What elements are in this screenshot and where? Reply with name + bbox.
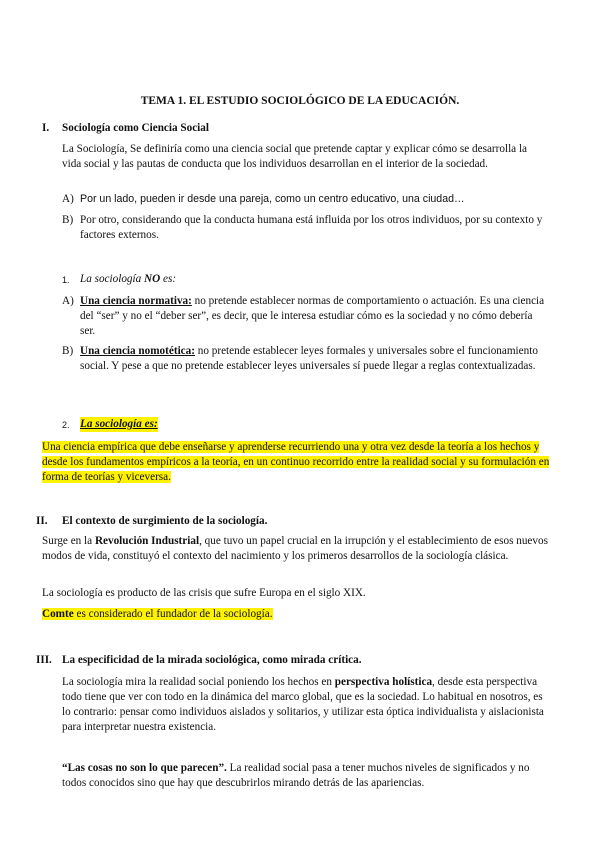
paragraph-text: Surge en la — [42, 535, 95, 547]
list-marker: B) — [62, 214, 74, 226]
section-2-paragraph-1 — [42, 534, 548, 564]
paragraph-text-end: es considerado el fundador de la sociología. — [73, 608, 273, 620]
section-1-intro: La Sociología, Se definiría como una ciencia social que pretende captar y explicar cómo se desarrolla la vida social y las pautas de conducta que los individuos desarrollan en el interior de la sociedad. — [62, 143, 528, 170]
section-3-paragraph-2 — [62, 761, 552, 791]
term-nomotetica: Una ciencia nomotética: — [80, 345, 195, 357]
list-marker: B) — [62, 345, 74, 357]
paragraph-bold: Comte — [42, 608, 74, 620]
term-normativa-text: no pretende establecer normas de comportamiento o actuación. Es una ciencia del “ser” y no el “deber ser”, es decir, que le interesa estudiar cómo es la sociedad y no cómo debería ser. — [80, 295, 545, 337]
list-item-a — [62, 192, 548, 207]
subsection-marker: 2. — [62, 420, 70, 430]
not-item-b — [62, 344, 548, 374]
term-nomotetica-text: no pretende establecer leyes formales y universales sobre el funcionamiento social. Y pese a que no pretende establecer leyes universales sí puede llegar a reglas contextualizadas. — [80, 345, 538, 372]
section-3-number: III. — [36, 654, 52, 666]
list-marker: A) — [62, 193, 74, 205]
definition-highlight: Una ciencia empírica que debe enseñarse y aprenderse recurriendo una y otra vez desde la teoría a los hechos y desde los fundamentos empíricos a la teoría, en un continuo recorrido entre la realidad social y su formulación en forma de teorías y viceversa. — [42, 441, 550, 483]
paragraph-bold: perspectiva holística — [334, 676, 433, 688]
list-text: Por otro, considerando que la conducta humana está influida por los otros individuos, por su contexto y factores externos. — [80, 214, 543, 241]
section-1-number: I. — [42, 122, 50, 134]
not-item-a — [62, 294, 548, 339]
subsection-bold: NO — [144, 273, 161, 285]
paragraph-bold: Revolución Industrial — [94, 535, 200, 547]
paragraph-bold: “Las cosas no son lo que parecen”. — [62, 762, 227, 774]
paragraph-text-end: , desde esta perspectiva todo tiene que ver con todo en la dinámica del marco global, que es la sociedad. Lo habitual en nosotros, es lo contrario: pensar como individuos aislados y solitarios, y utilizar esta óptica individualista y aislacionista para interpretar nuestra existencia. — [62, 676, 544, 733]
page-title: TEMA 1. EL ESTUDIO SOCIOLÓGICO DE LA EDUCACIÓN. — [140, 95, 460, 107]
subsection-marker: 1. — [62, 275, 70, 285]
section-3-paragraph-1 — [62, 675, 548, 735]
list-item-b — [62, 213, 548, 243]
section-2-number: II. — [36, 515, 48, 527]
paragraph-text: La sociología mira la realidad social poniendo los hechos en — [62, 676, 335, 688]
list-text: Por un lado, pueden ir desde una pareja, como un centro educativo, una ciudad… — [80, 193, 465, 205]
section-2-heading: El contexto de surgimiento de la sociología. — [62, 515, 268, 527]
section-2-paragraph-2: La sociología es producto de las crisis que sufre Europa en el siglo XIX. — [42, 587, 366, 599]
paragraph-text-end: La realidad social pasa a tener muchos niveles de significados y no todos conocidos sino que hay que descubrirlos mirando detrás de las apariencias. — [62, 762, 530, 789]
paragraph-text-end: , que tuvo un papel crucial en la irrupción y el establecimiento de esos nuevos modos de vida, constituyó el contexto del nacimiento y los primeros desarrollos de la sociología clásica. — [42, 535, 548, 562]
list-marker: A) — [62, 295, 74, 307]
section-3-heading: La especificidad de la mirada sociológica, como mirada crítica. — [62, 654, 362, 666]
section-1-heading: Sociología como Ciencia Social — [62, 122, 209, 134]
subsection-text-end: es: — [160, 273, 177, 285]
term-normativa: Una ciencia normativa: — [80, 295, 192, 307]
section-2-paragraph-3 — [42, 607, 548, 622]
subsection-text: La sociología — [80, 273, 145, 285]
definition-paragraph — [42, 440, 552, 485]
subsection-text: La sociología es: — [80, 418, 158, 430]
